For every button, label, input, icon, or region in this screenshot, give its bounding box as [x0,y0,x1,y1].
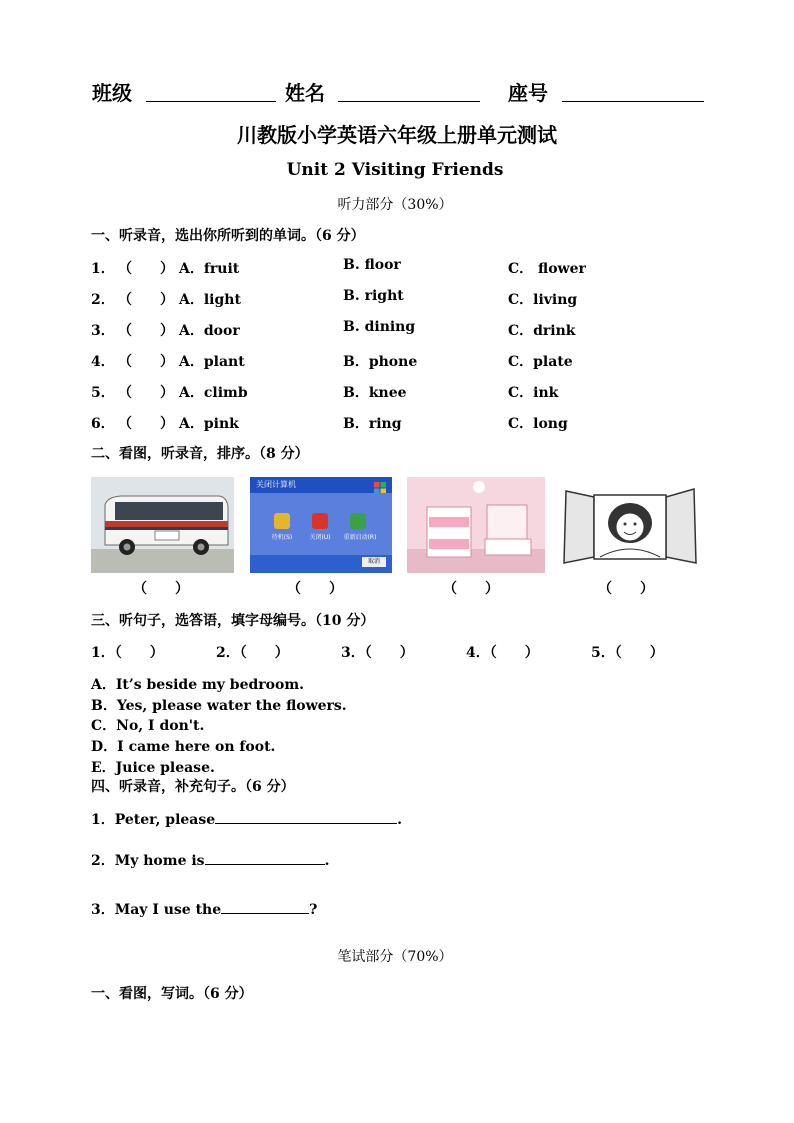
q5-option-c: C．ink [508,385,559,401]
q2-option-a: A．light [179,292,241,308]
q3-number: 3． [91,323,115,339]
restart-label: 重新启动(R) [343,534,377,541]
q4-number: 4． [91,354,115,370]
name-blank[interactable] [338,101,480,102]
class-label: 班级 [92,81,132,105]
q2-option-b: B. right [343,288,404,304]
part1-heading: 一、听录音，选出你所听到的单词。（6 分） [91,228,365,244]
part3-option-d: D．I came here on foot. [91,739,276,755]
power-off-icon [312,513,328,529]
shutdown-dialog-picture [250,477,392,573]
window-girl-icon [560,477,700,573]
part3-option-a: A．It’s beside my bedroom. [91,677,305,693]
writing-heading: 笔试部分（70%） [337,949,453,965]
part3-blank-2[interactable]: 2．（ ） [216,645,289,661]
part2-heading: 二、看图，听录音，排序。（8 分） [91,446,309,462]
restart-icon [350,513,366,529]
part4-sentence-2 [91,850,329,870]
part3-option-b: B．Yes, please water the flowers. [91,698,347,714]
listening-heading: 听力部分（30%） [337,197,453,213]
q2-option-c: C．living [508,292,578,308]
q5-option-a: A．climb [179,385,248,401]
q6-option-b: B．ring [343,416,402,432]
q4-option-b: B．phone [343,354,418,370]
picture1-answer-bracket[interactable]: （ ） [133,581,189,597]
sentence2-end: . [324,853,330,869]
q5-answer-bracket[interactable]: （ ） [118,385,174,401]
bedroom-picture [407,477,545,573]
q1-option-b: B. floor [343,257,401,273]
q1-number: 1． [91,261,115,277]
q1-option-c: C． flower [508,261,586,277]
seat-blank[interactable] [562,101,704,102]
part3-blank-1[interactable]: 1．（ ） [91,645,164,661]
q4-option-a: A．plant [179,354,245,370]
bus-picture [91,477,234,573]
class-blank[interactable] [146,101,276,102]
q4-answer-bracket[interactable]: （ ） [118,354,174,370]
sentence1-text: 1．Peter, please [91,812,216,828]
q2-number: 2． [91,292,115,308]
bedroom-icon [407,477,545,573]
cancel-button: 取消 [362,557,386,567]
part3-blank-5[interactable]: 5．（ ） [591,645,664,661]
q3-answer-bracket[interactable]: （ ） [118,323,174,339]
power-off-label: 关闭(U) [309,534,331,541]
q3-option-a: A．door [179,323,240,339]
q6-option-c: C．long [508,416,568,432]
name-label: 姓名 [285,81,325,105]
part4-sentence-1 [91,809,402,829]
picture4-answer-bracket[interactable]: （ ） [598,581,654,597]
q6-number: 6． [91,416,115,432]
bus-icon [91,477,234,573]
sentence3-blank[interactable] [221,899,309,914]
sentence3-end: ? [309,902,318,918]
writing-part1-heading: 一、看图，写词。（6 分） [91,986,253,1002]
standby-label: 待机(S) [271,534,293,541]
q3-option-c: C．drink [508,323,576,339]
part3-heading: 三、听句子，选答语，填字母编号。（10 分） [91,613,375,629]
q1-answer-bracket[interactable]: （ ） [118,261,174,277]
q3-option-b: B. dining [343,319,416,335]
q5-option-b: B．knee [343,385,407,401]
unit-subtitle: Unit 2 Visiting Friends [286,160,504,180]
q5-number: 5． [91,385,115,401]
windows-logo-icon [374,479,386,491]
part4-sentence-3 [91,899,317,919]
q1-option-a: A．fruit [179,261,240,277]
part3-blank-4[interactable]: 4．（ ） [466,645,539,661]
q6-answer-bracket[interactable]: （ ） [118,416,174,432]
sentence1-blank[interactable] [215,809,397,824]
seat-label: 座号 [508,81,548,105]
shutdown-title: 关闭计算机 [250,477,392,493]
part3-option-e: E．Juice please. [91,760,215,776]
sentence1-end: . [397,812,403,828]
part4-heading: 四、听录音，补充句子。（6 分） [91,779,295,795]
part3-blank-3[interactable]: 3．（ ） [341,645,414,661]
sentence2-text: 2．My home is [91,853,205,869]
sentence3-text: 3．May I use the [91,902,222,918]
sentence2-blank[interactable] [205,850,325,865]
picture2-answer-bracket[interactable]: （ ） [287,581,343,597]
picture3-answer-bracket[interactable]: （ ） [443,581,499,597]
q2-answer-bracket[interactable]: （ ） [118,292,174,308]
window-girl-picture [560,477,700,573]
standby-icon [274,513,290,529]
part3-option-c: C．No, I don't. [91,718,205,734]
q6-option-a: A．pink [179,416,239,432]
page-title: 川教版小学英语六年级上册单元测试 [237,123,557,147]
q4-option-c: C．plate [508,354,573,370]
